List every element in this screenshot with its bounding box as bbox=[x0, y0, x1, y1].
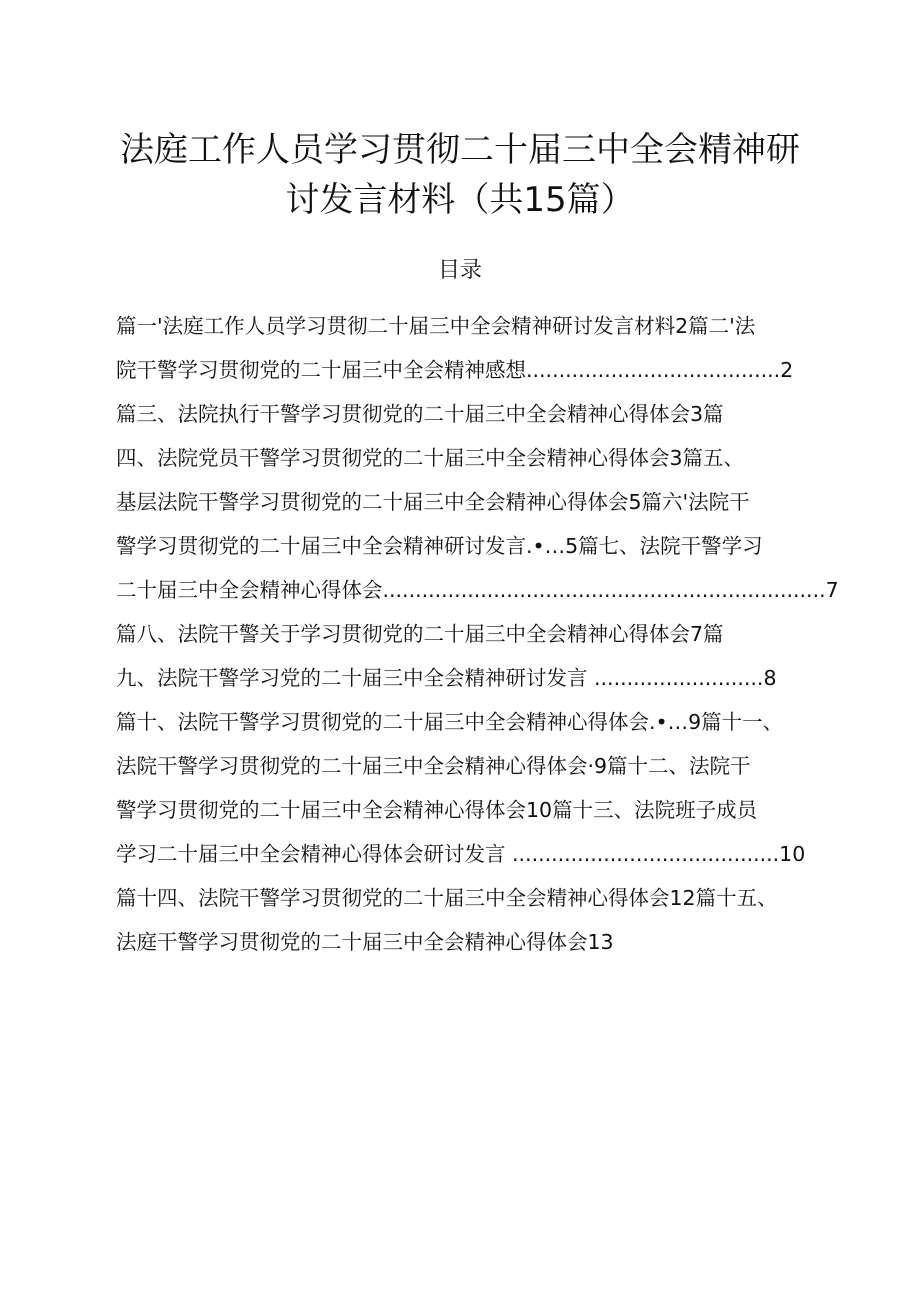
toc-line: 法庭干警学习贯彻党的二十届三中全会精神心得体会13 bbox=[116, 930, 614, 954]
document-title-line-2: 讨发言材料（共15篇） bbox=[285, 180, 635, 220]
toc-line: 法院干警学习贯彻党的二十届三中全会精神心得体会·9篇十二、法院干 bbox=[116, 754, 751, 778]
toc-line: 篇八、法院干警关于学习贯彻党的二十届三中全会精神心得体会7篇 bbox=[116, 622, 724, 646]
document-title-line-1: 法庭工作人员学习贯彻二十届三中全会精神研 bbox=[120, 130, 800, 170]
toc-line: 二十届三中全会精神心得体会....................................................................7 bbox=[116, 578, 839, 602]
table-of-contents bbox=[116, 304, 856, 964]
toc-line: 篇一'法庭工作人员学习贯彻二十届三中全会精神研讨发言材料2篇二'法 bbox=[116, 314, 756, 338]
toc-line: 学习二十届三中全会精神心得体会研讨发言 .........................................10 bbox=[116, 842, 806, 866]
toc-line: 九、法院干警学习党的二十届三中全会精神研讨发言 ..........................8 bbox=[116, 666, 777, 690]
toc-line: 篇十、法院干警学习贯彻党的二十届三中全会精神心得体会.•…9篇十一、 bbox=[116, 710, 784, 734]
toc-line: 警学习贯彻党的二十届三中全会精神心得体会10篇十三、法院班子成员 bbox=[116, 798, 758, 822]
toc-line: 基层法院干警学习贯彻党的二十届三中全会精神心得体会5篇六'法院干 bbox=[116, 490, 750, 514]
toc-line: 篇三、法院执行干警学习贯彻党的二十届三中全会精神心得体会3篇 bbox=[116, 402, 724, 426]
toc-line: 警学习贯彻党的二十届三中全会精神研讨发言.•…5篇七、法院干警学习 bbox=[116, 534, 763, 558]
toc-line: 四、法院党员干警学习贯彻党的二十届三中全会精神心得体会3篇五、 bbox=[116, 446, 745, 470]
toc-heading: 目录 bbox=[437, 258, 482, 283]
toc-line: 篇十四、法院干警学习贯彻党的二十届三中全会精神心得体会12篇十五、 bbox=[116, 886, 778, 910]
toc-line: 院干警学习贯彻党的二十届三中全会精神感想.......................................2 bbox=[116, 358, 794, 382]
